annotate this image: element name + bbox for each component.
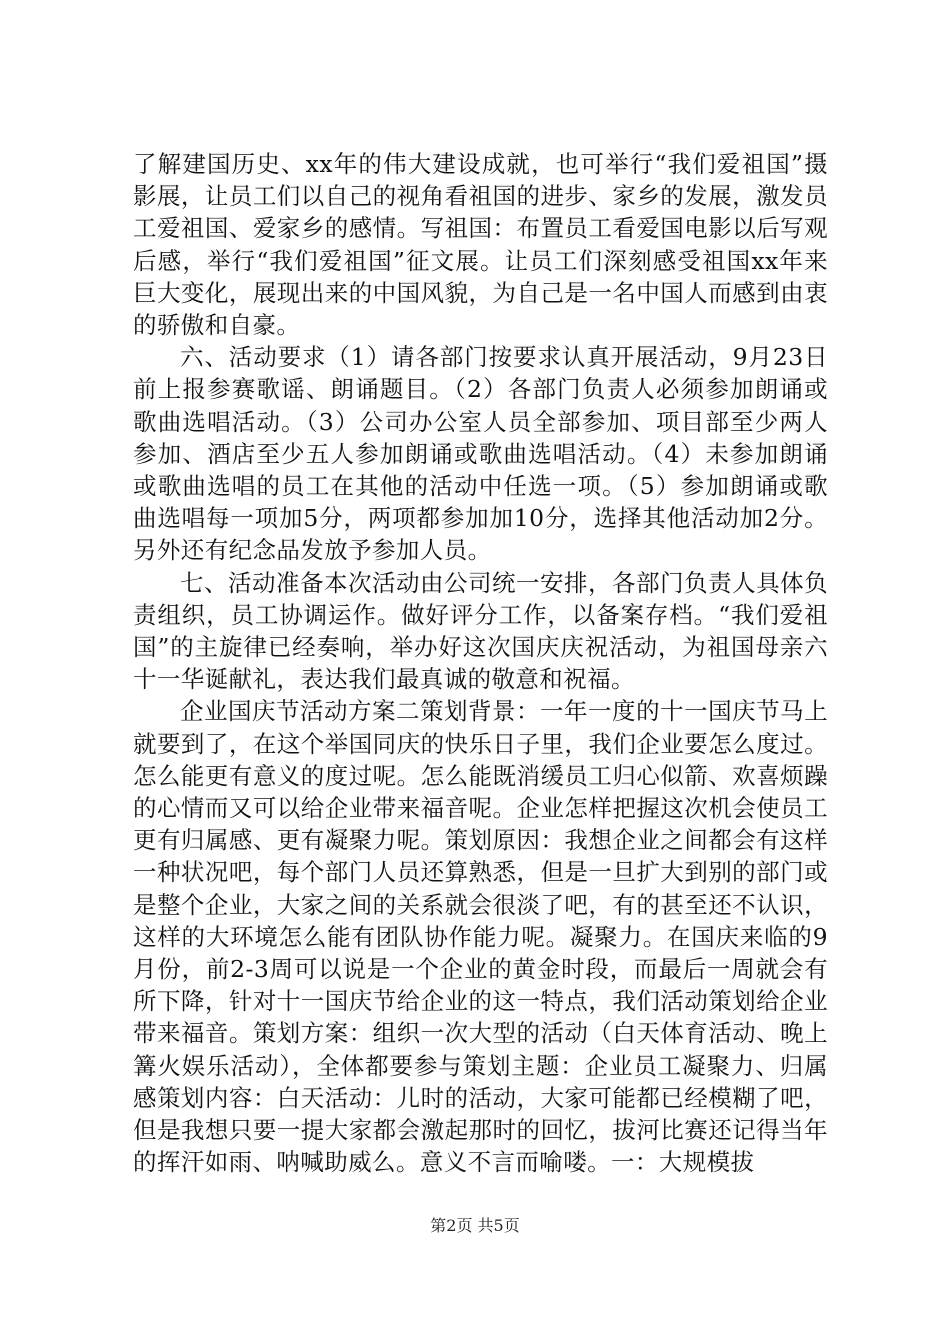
paragraph-activity-requirements: 六、活动要求（1）请各部门按要求认真开展活动，9月23日前上报参赛歌谣、朗诵题目。（2）各部门负责人必须参加朗诵或歌曲选唱活动。（3）公司办公室人员全部参加、项目部至少两人参加、酒店至少五人参加朗诵或歌曲选唱活动。（4）未参加朗诵或歌曲选唱的员工在其他的活动中任选一项。（5）参加朗诵或歌曲选唱每一项加5分，两项都参加加10分，选择其他活动加2分。另外还有纪念品发放予参加人员。	[133, 343, 828, 565]
document-body	[133, 148, 828, 1179]
paragraph-plan-two: 企业国庆节活动方案二策划背景：一年一度的十一国庆节马上就要到了，在这个举国同庆的快乐日子里，我们企业要怎么度过。怎么能更有意义的度过呢。怎么能既消缓员工归心似箭、欢喜烦躁的心情而又可以给企业带来福音呢。企业怎样把握这次机会使员工更有归属感、更有凝聚力呢。策划原因：我想企业之间都会有这样一种状况吧，每个部门人员还算熟悉，但是一旦扩大到别的部门或是整个企业，大家之间的关系就会很淡了吧，有的甚至还不认识，这样的大环境怎么能有团队协作能力呢。凝聚力。在国庆来临的9月份，前2-3周可以说是一个企业的黄金时段，而最后一周就会有所下降，针对十一国庆节给企业的这一特点，我们活动策划给企业带来福音。策划方案：组织一次大型的活动（白天体育活动、晚上篝火娱乐活动），全体都要参与策划主题：企业员工凝聚力、归属感策划内容：白天活动：儿时的活动，大家可能都已经模糊了吧，但是我想只要一提大家都会激起那时的回忆，拔河比赛还记得当年的挥汗如雨、呐喊助威么。意义不言而喻喽。一：大规模拔	[133, 697, 828, 1177]
page-number-footer: 第2页 共5页	[430, 1216, 520, 1235]
paragraph-continuation: 了解建国历史、xx年的伟大建设成就，也可举行“我们爱祖国”摄影展，让员工们以自己的视角看祖国的进步、家乡的发展，激发员工爱祖国、爱家乡的感情。写祖国：布置员工看爱国电影以后写观后感，举行“我们爱祖国”征文展。让员工们深刻感受祖国xx年来巨大变化，展现出来的中国风貌，为自己是一名中国人而感到由衷的骄傲和自豪。	[133, 150, 828, 340]
paragraph-activity-preparation: 七、活动准备本次活动由公司统一安排，各部门负责人具体负责组织，员工协调运作。做好评分工作，以备案存档。“我们爱祖国”的主旋律已经奏响，举办好这次国庆庆祝活动，为祖国母亲六十一华诞献礼，表达我们最真诚的敬意和祝福。	[133, 568, 828, 694]
